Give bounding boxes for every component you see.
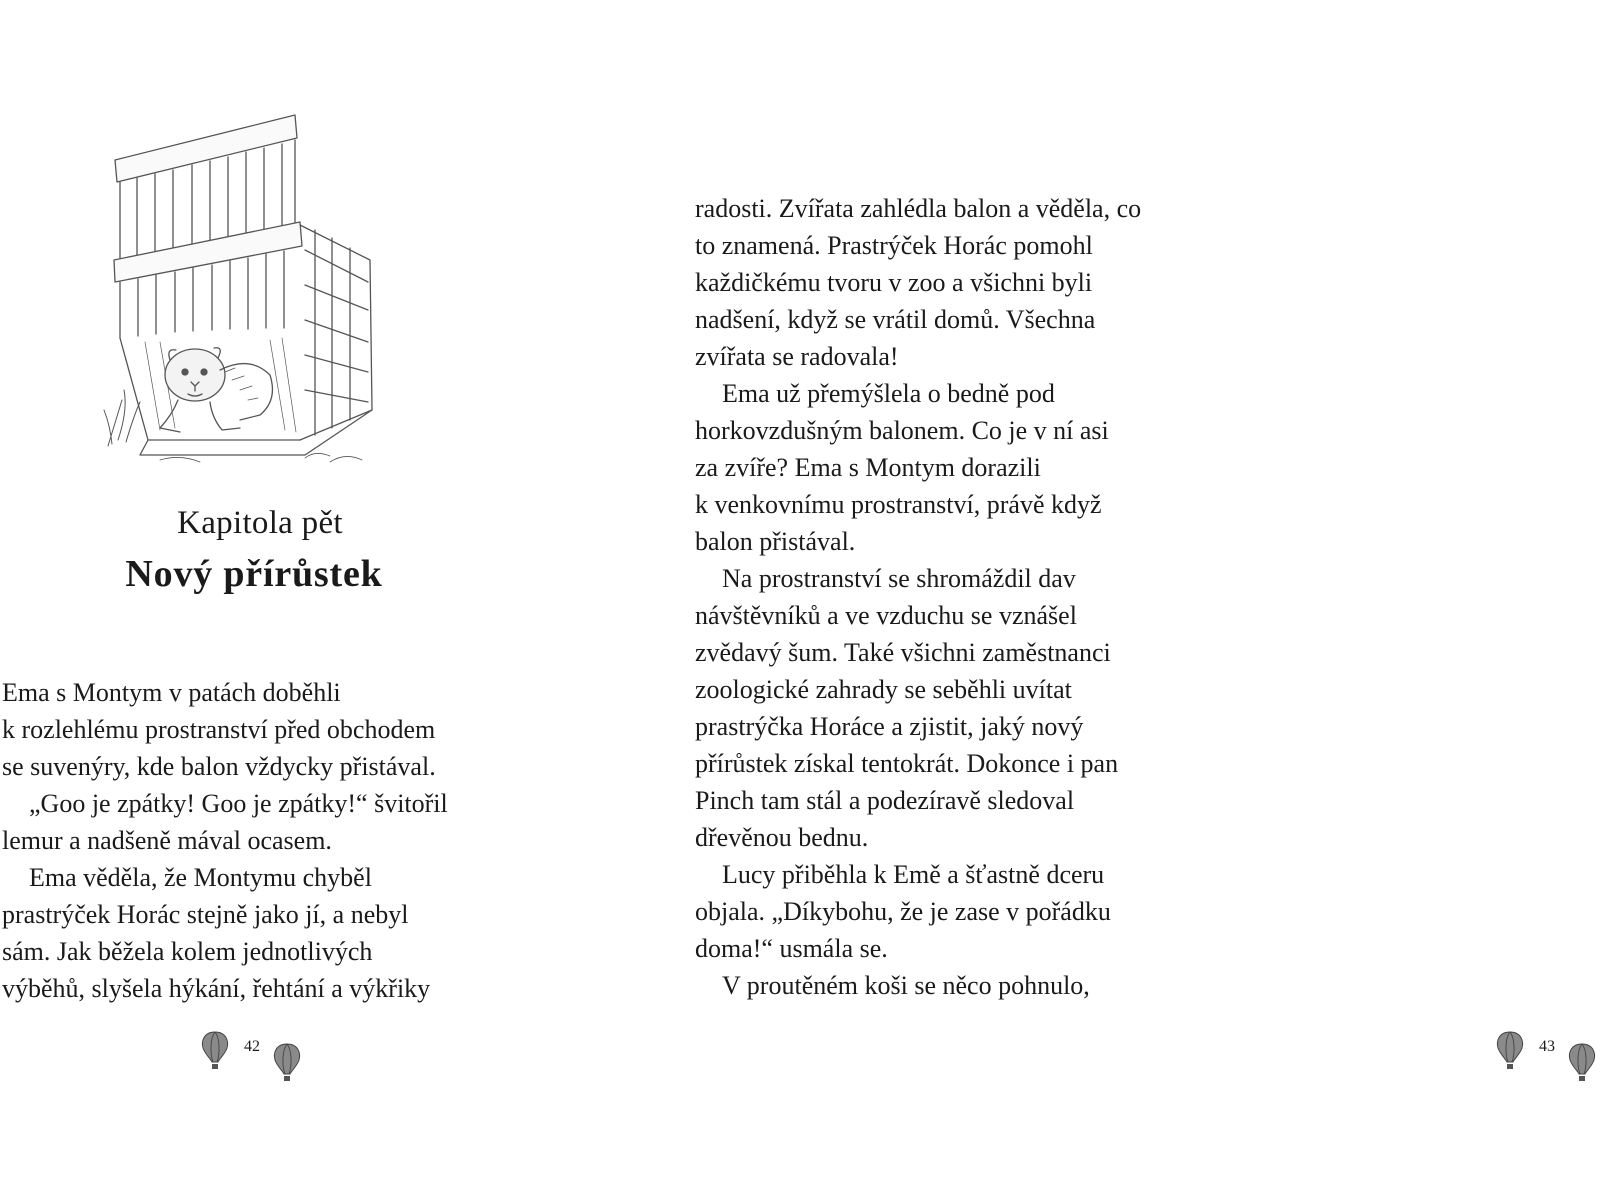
- text-line: „Goo je zpátky! Goo je zpátky!“ švitořil: [29, 789, 448, 818]
- hot-air-balloon-icon: [272, 1042, 302, 1084]
- text-line: horkovzdušným balonem. Co je v ní asi: [695, 416, 1109, 445]
- text-line: Ema s Montym v patách doběhli: [2, 678, 341, 707]
- text-line: dřevěnou bednu.: [695, 823, 869, 852]
- right-page-body-text: [695, 190, 1200, 1004]
- text-line: Pinch tam stál a podezíravě sledoval: [695, 786, 1075, 815]
- text-line: sám. Jak běžela kolem jednotlivých: [2, 937, 373, 966]
- chapter-label: Kapitola pět: [177, 505, 343, 541]
- text-line: zvířata se radovala!: [695, 342, 899, 371]
- hot-air-balloon-icon: [1495, 1030, 1525, 1072]
- text-line: prastrýček Horác stejně jako jí, a nebyl: [2, 900, 409, 929]
- left-page-body-text: [2, 674, 562, 1007]
- text-line: k rozlehlému prostranství před obchodem: [2, 715, 436, 744]
- chapter-title: Nový přírůstek: [125, 553, 383, 595]
- right-page: [600, 0, 1555, 1200]
- text-line: se suvenýry, kde balon vždycky přistával.: [2, 752, 436, 781]
- hot-air-balloon-icon: [1567, 1042, 1597, 1084]
- right-page-footer: [1495, 1030, 1605, 1090]
- text-line: prastrýčka Horáce a zjistit, jaký nový: [695, 712, 1084, 741]
- text-line: doma!“ usmála se.: [695, 934, 888, 963]
- text-line: zoologické zahrady se seběhli uvítat: [695, 675, 1072, 704]
- text-line: výběhů, slyšela hýkání, řehtání a výkřiky: [2, 974, 431, 1003]
- left-page-footer: [200, 1030, 310, 1090]
- text-line: za zvíře? Ema s Montym dorazili: [695, 453, 1041, 482]
- text-line: radosti. Zvířata zahlédla balon a věděla, co: [695, 194, 1142, 223]
- text-line: nadšení, když se vrátil domů. Všechna: [695, 305, 1096, 334]
- text-line: balon přistával.: [695, 527, 856, 556]
- text-line: lemur a nadšeně mával ocasem.: [2, 826, 332, 855]
- text-line: k venkovnímu prostranství, právě když: [695, 490, 1102, 519]
- left-page: [0, 0, 600, 1200]
- text-line: návštěvníků a ve vzduchu se vznášel: [695, 601, 1077, 630]
- page-number: 42: [244, 1038, 260, 1055]
- text-line: přírůstek získal tentokrát. Dokonce i pan: [695, 749, 1119, 778]
- text-line: to znamená. Prastrýček Horác pomohl: [695, 231, 1093, 260]
- lion-cub-in-crate-illustration: [100, 110, 400, 500]
- text-line: zvědavý šum. Také všichni zaměstnanci: [695, 638, 1111, 667]
- text-line: objala. „Díkybohu, že je zase v pořádku: [695, 897, 1111, 926]
- page-number: 43: [1539, 1038, 1555, 1055]
- hot-air-balloon-icon: [200, 1030, 230, 1072]
- text-line: Ema už přemýšlela o bedně pod: [722, 379, 1055, 408]
- text-line: Ema věděla, že Montymu chyběl: [29, 863, 372, 892]
- text-line: Na prostranství se shromáždil dav: [722, 564, 1076, 593]
- text-line: V proutěném koši se něco pohnulo,: [722, 971, 1090, 1000]
- text-line: každičkému tvoru v zoo a všichni byli: [695, 268, 1093, 297]
- text-line: Lucy přiběhla k Emě a šťastně dceru: [722, 860, 1105, 889]
